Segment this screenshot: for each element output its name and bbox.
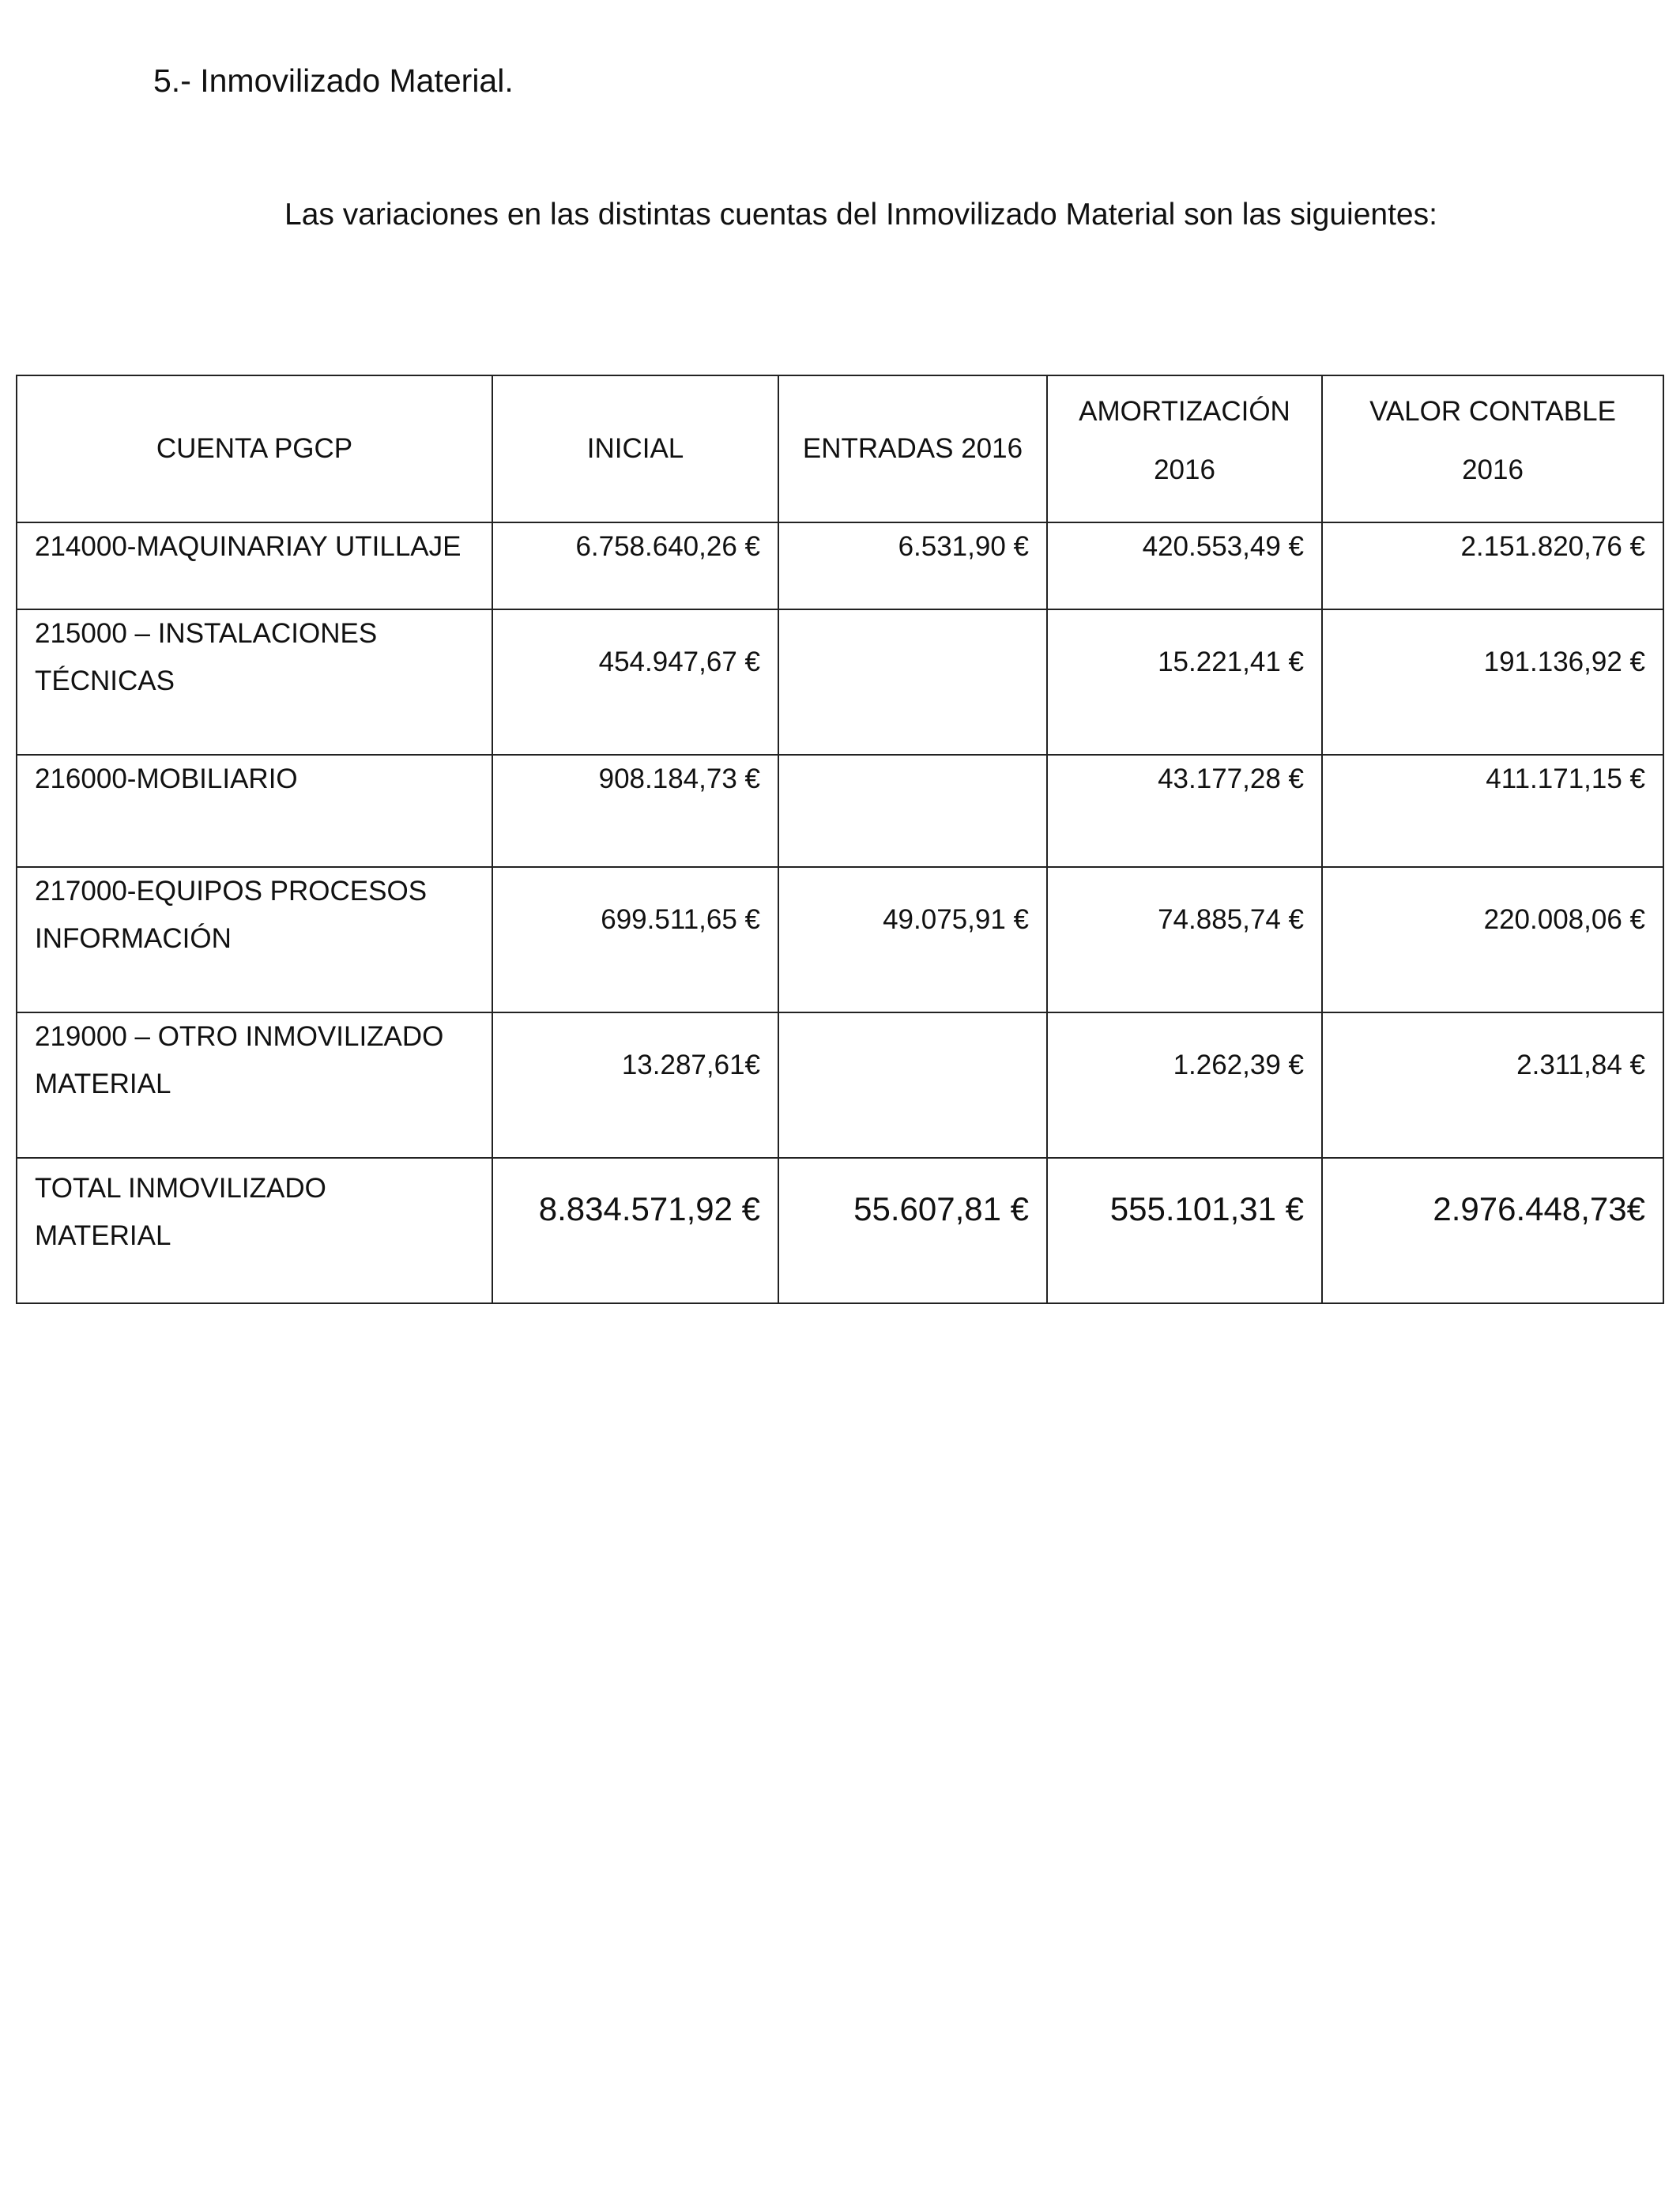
header-valor-line2: 2016 <box>1462 454 1524 485</box>
table-total-row <box>17 1158 1663 1303</box>
cuenta-line1: 217000-EQUIPOS PROCESOS <box>35 876 428 907</box>
total-amortizacion-cell: 555.101,31 € <box>1047 1158 1322 1303</box>
entradas-cell <box>778 1012 1047 1158</box>
cuenta-line2: MATERIAL <box>35 1069 171 1099</box>
inicial-cell: 6.758.640,26 € <box>492 522 778 609</box>
inicial-cell: 454.947,67 € <box>492 609 778 755</box>
inicial-cell: 699.511,65 € <box>492 867 778 1012</box>
cuenta-cell <box>17 867 492 1012</box>
total-cuenta-cell <box>17 1158 492 1303</box>
table-row <box>17 609 1663 755</box>
valor-cell: 2.151.820,76 € <box>1322 522 1663 609</box>
intro-paragraph: Las variaciones en las distintas cuentas del Inmovilizado Material son las siguientes: <box>284 198 1437 232</box>
inicial-cell: 908.184,73 € <box>492 755 778 867</box>
header-valor-line1: VALOR CONTABLE <box>1369 396 1616 427</box>
header-cuenta: CUENTA PGCP <box>17 375 492 522</box>
header-valor-contable <box>1322 375 1663 522</box>
cuenta-line2: INFORMACIÓN <box>35 923 232 954</box>
valor-cell: 191.136,92 € <box>1322 609 1663 755</box>
total-inicial-cell: 8.834.571,92 € <box>492 1158 778 1303</box>
amortizacion-cell: 1.262,39 € <box>1047 1012 1322 1158</box>
header-amortizacion-line1: AMORTIZACIÓN <box>1079 396 1290 427</box>
cuenta-line1: 214000-MAQUINARIAY UTILLAJE <box>35 531 461 562</box>
total-entradas-cell: 55.607,81 € <box>778 1158 1047 1303</box>
entradas-cell: 49.075,91 € <box>778 867 1047 1012</box>
cuenta-cell <box>17 1012 492 1158</box>
table-row <box>17 755 1663 867</box>
total-valor-cell: 2.976.448,73€ <box>1322 1158 1663 1303</box>
header-entradas: ENTRADAS 2016 <box>778 375 1047 522</box>
entradas-cell <box>778 755 1047 867</box>
amortizacion-cell: 43.177,28 € <box>1047 755 1322 867</box>
cuenta-line1: 219000 – OTRO INMOVILIZADO <box>35 1021 444 1052</box>
cuenta-line1: 215000 – INSTALACIONES <box>35 618 378 649</box>
inicial-cell: 13.287,61€ <box>492 1012 778 1158</box>
table-row <box>17 1012 1663 1158</box>
table-row <box>17 522 1663 609</box>
cuenta-cell <box>17 522 492 609</box>
cuenta-line2: TÉCNICAS <box>35 665 175 696</box>
section-heading: 5.- Inmovilizado Material. <box>153 62 514 99</box>
cuenta-cell <box>17 755 492 867</box>
cuenta-cell <box>17 609 492 755</box>
table-header-row <box>17 375 1663 522</box>
amortizacion-cell: 15.221,41 € <box>1047 609 1322 755</box>
entradas-cell <box>778 609 1047 755</box>
valor-cell: 220.008,06 € <box>1322 867 1663 1012</box>
entradas-cell: 6.531,90 € <box>778 522 1047 609</box>
total-line2: MATERIAL <box>35 1220 171 1251</box>
valor-cell: 411.171,15 € <box>1322 755 1663 867</box>
header-amortizacion-line2: 2016 <box>1154 454 1215 485</box>
fixed-assets-table <box>16 375 1664 1304</box>
amortizacion-cell: 74.885,74 € <box>1047 867 1322 1012</box>
table-row <box>17 867 1663 1012</box>
cuenta-line1: 216000-MOBILIARIO <box>35 763 298 794</box>
header-inicial: INICIAL <box>492 375 778 522</box>
total-line1: TOTAL INMOVILIZADO <box>35 1173 326 1204</box>
valor-cell: 2.311,84 € <box>1322 1012 1663 1158</box>
header-amortizacion <box>1047 375 1322 522</box>
amortizacion-cell: 420.553,49 € <box>1047 522 1322 609</box>
